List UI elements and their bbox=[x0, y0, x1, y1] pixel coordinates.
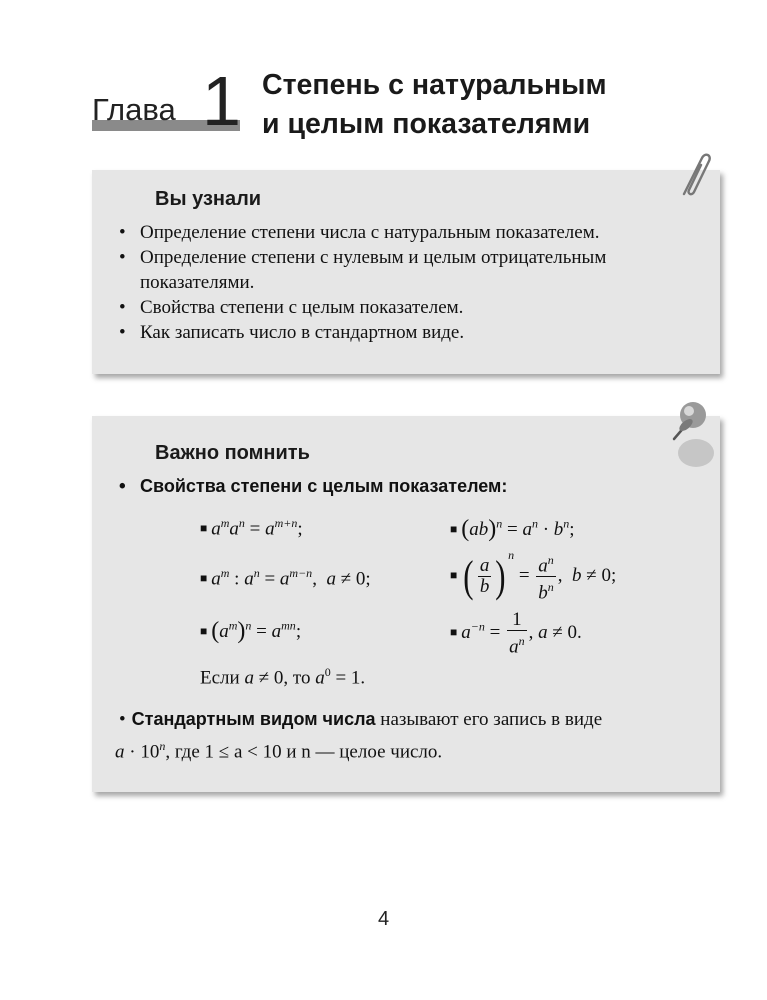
formula-negative-exponent: ■ $a^{-n}$ = $\frac{1}{a^n}$ , a ≠ 0. bbox=[450, 609, 582, 658]
page-number: 4 bbox=[377, 908, 390, 930]
chapter-title-line2: и целым показателями bbox=[262, 108, 591, 140]
chapter-title-line1: Степень с натуральным bbox=[262, 69, 607, 101]
zero-exponent-rule: Если a ≠ 0, то $a^0 = 1$. bbox=[200, 665, 366, 689]
bullet-dot-icon: • bbox=[119, 322, 126, 343]
formula-power-of-fraction: ■ ( $\frac{a}{b}$ ) $^n$ = $\frac{a^n}{b^n}$ , b ≠ 0; bbox=[450, 548, 617, 604]
square-bullet-icon: ■ bbox=[450, 625, 458, 640]
square-bullet-icon: ■ bbox=[200, 624, 208, 638]
learned-heading: Вы узнали bbox=[155, 188, 262, 210]
formula-power-of-product: ■ $(ab)^n = a^n \cdot b^n$; bbox=[450, 516, 575, 542]
bullet-dot-icon: • bbox=[119, 247, 126, 268]
square-bullet-icon: ■ bbox=[200, 571, 208, 586]
chapter-word: Глава bbox=[92, 92, 176, 127]
square-bullet-icon: ■ bbox=[200, 521, 208, 536]
pushpin-icon bbox=[660, 395, 720, 475]
standard-form-definition: • Стандартным видом числа называют его запись в виде $a \cdot 10^n$, где 1 ≤ a < 10 и n — целое число. bbox=[115, 709, 603, 763]
square-bullet-icon: ■ bbox=[450, 568, 458, 582]
list-item: • Определение степени числа с натуральным показателем. bbox=[119, 222, 600, 243]
bullet-dot-icon: • bbox=[119, 709, 126, 730]
properties-subheading: • Свойства степени с целым показателем: bbox=[119, 476, 508, 497]
bullet-dot-icon: • bbox=[119, 222, 126, 243]
learned-list bbox=[115, 220, 705, 345]
chapter-title bbox=[262, 66, 702, 144]
chapter-label bbox=[92, 62, 241, 140]
formula-product: ■ $a^ma^n = a^{m+n}$; bbox=[200, 516, 303, 540]
square-bullet-icon: ■ bbox=[450, 522, 458, 536]
learned-card bbox=[92, 170, 720, 374]
bullet-dot-icon: • bbox=[119, 297, 126, 318]
remember-heading: Важно помнить bbox=[155, 442, 310, 464]
bullet-dot-icon: • bbox=[119, 476, 126, 497]
chapter-number: 1 bbox=[202, 62, 241, 140]
formula-quotient: ■ $a^m$ : $a^n = a^{m-n}$, a ≠ 0; bbox=[200, 566, 371, 590]
paperclip-icon bbox=[670, 150, 714, 202]
list-item: • Как записать число в стандартном виде. bbox=[119, 322, 465, 343]
remember-card bbox=[92, 416, 720, 792]
list-item: • Свойства степени с целым показателем. bbox=[119, 297, 464, 318]
formula-power-of-power: ■ $(a^m)^n = a^{mn}$; bbox=[200, 618, 302, 644]
list-item: • Определение степени с нулевым и целым отрицательным показателями. bbox=[119, 247, 607, 293]
